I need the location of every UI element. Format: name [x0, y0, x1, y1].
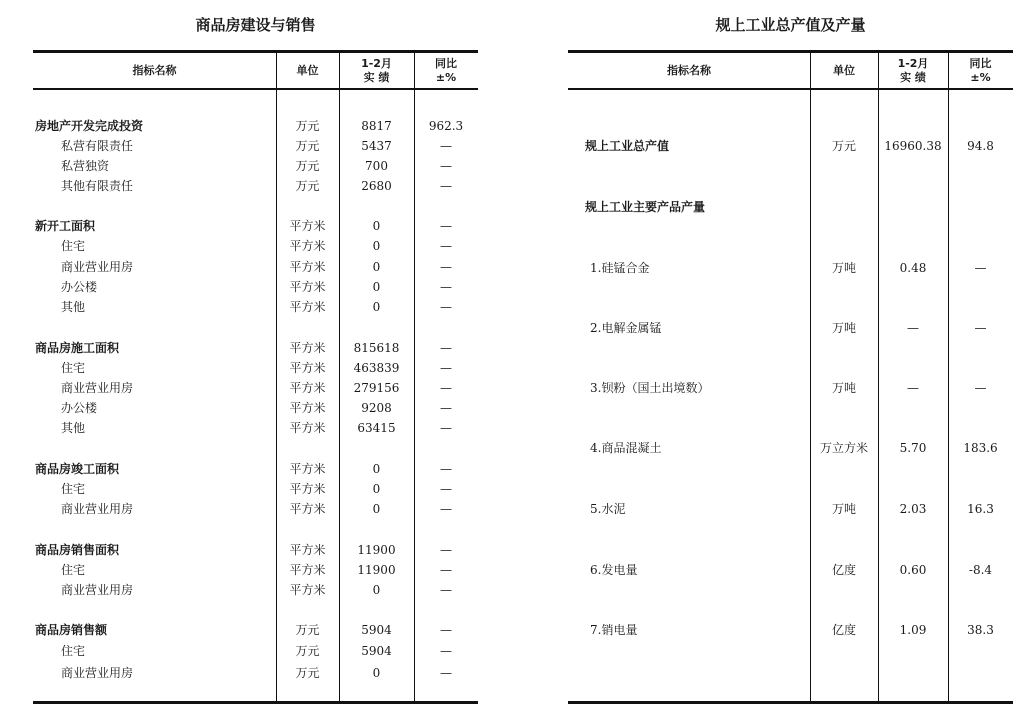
row-value: 0: [372, 462, 381, 476]
row-name: 2.电解金属锰: [590, 321, 662, 335]
row-yoy: —: [440, 401, 452, 415]
row-name: 4.商品混凝土: [590, 441, 662, 455]
header-unit: 单位: [296, 63, 319, 77]
table-row: [33, 236, 478, 256]
row-unit: 万元: [295, 139, 320, 153]
row-yoy: 38.3: [967, 623, 994, 637]
row-unit: 万元: [295, 119, 320, 133]
row-value: 11900: [357, 563, 396, 577]
row-value: 9208: [361, 401, 392, 415]
row-unit: 平方米: [289, 462, 326, 476]
table-row: [33, 459, 478, 479]
row-name: 商品房销售面积: [35, 543, 120, 557]
row-name: 商业营业用房: [61, 583, 134, 597]
table-row: [568, 499, 1013, 519]
row-value: 5904: [361, 623, 392, 637]
row-value: 0: [372, 260, 381, 274]
header-name: 指标名称: [667, 63, 711, 77]
table-row: [33, 216, 478, 236]
row-value: 8817: [361, 119, 392, 133]
row-unit: 亿度: [831, 563, 856, 577]
row-unit: 万元: [295, 666, 320, 680]
row-unit: 平方米: [289, 280, 326, 294]
row-yoy: -8.4: [968, 563, 993, 577]
table-row: [33, 378, 478, 398]
row-yoy: 962.3: [428, 119, 464, 133]
row-unit: 平方米: [289, 401, 326, 415]
row-unit: 万立方米: [819, 441, 868, 455]
row-unit: 平方米: [289, 381, 326, 395]
row-unit: 平方米: [289, 482, 326, 496]
row-name: 房地产开发完成投资: [35, 119, 144, 133]
row-name: 商业营业用房: [61, 502, 134, 516]
row-unit: 万元: [831, 139, 856, 153]
row-unit: 平方米: [289, 239, 326, 253]
row-yoy: 16.3: [967, 502, 994, 516]
row-unit: 平方米: [289, 421, 326, 435]
row-value: —: [907, 321, 919, 335]
row-name: 办公楼: [61, 401, 98, 415]
row-yoy: —: [440, 482, 452, 496]
table-row: [33, 297, 478, 317]
row-unit: 万元: [295, 159, 320, 173]
header-actual: 1-2月 实 绩: [897, 56, 929, 84]
table-row: [568, 620, 1013, 640]
row-value: 2680: [361, 179, 392, 193]
row-value: 0: [372, 300, 381, 314]
row-value: 11900: [357, 543, 396, 557]
row-name: 商业营业用房: [61, 260, 134, 274]
table-row: [568, 378, 1013, 398]
row-yoy: —: [974, 261, 987, 275]
row-yoy: —: [440, 159, 452, 173]
table-row: [33, 136, 478, 156]
table-row: [33, 620, 478, 640]
row-name: 3.钡粉（国土出境数）: [590, 381, 710, 395]
row-name: 住宅: [61, 563, 86, 577]
row-unit: 平方米: [289, 341, 326, 355]
header-rule: [568, 88, 1013, 90]
row-yoy: —: [440, 239, 452, 253]
row-yoy: —: [440, 260, 452, 274]
row-yoy: —: [440, 381, 452, 395]
row-name: 住宅: [61, 361, 86, 375]
row-yoy: —: [440, 644, 452, 658]
row-unit: 平方米: [289, 563, 326, 577]
row-unit: 万吨: [831, 261, 856, 275]
row-yoy: 94.8: [967, 139, 994, 153]
row-value: 5.70: [899, 441, 927, 455]
row-yoy: —: [440, 462, 452, 476]
row-yoy: —: [440, 139, 452, 153]
row-yoy: —: [974, 381, 987, 395]
row-value: 279156: [353, 381, 400, 395]
row-unit: 平方米: [289, 502, 326, 516]
row-name: 住宅: [61, 644, 86, 658]
table-row: [33, 641, 478, 661]
table-title: 规上工业总产值及产量: [715, 16, 866, 34]
row-unit: 万元: [295, 179, 320, 193]
row-unit: 平方米: [289, 543, 326, 557]
row-yoy: —: [440, 341, 452, 355]
row-name: 住宅: [61, 239, 86, 253]
row-yoy: —: [440, 421, 452, 435]
row-value: 0: [372, 280, 381, 294]
row-unit: 万吨: [831, 502, 856, 516]
table-row: [568, 136, 1013, 156]
table-row: [33, 479, 478, 499]
table-row: [33, 418, 478, 438]
row-yoy: —: [440, 623, 452, 637]
table-row: [33, 156, 478, 176]
row-name: 私营独资: [61, 159, 110, 173]
row-value: 0: [372, 502, 381, 516]
bottom-rule: [33, 701, 478, 704]
row-value: 815618: [353, 341, 400, 355]
row-yoy: —: [440, 563, 452, 577]
table-row: [33, 499, 478, 519]
table-row: [33, 338, 478, 358]
table-row: [33, 540, 478, 560]
table-row: [33, 580, 478, 600]
industry-table: [568, 0, 1013, 722]
bottom-rule: [568, 701, 1013, 704]
row-unit: 平方米: [289, 219, 326, 233]
row-yoy: —: [440, 666, 452, 680]
row-value: 700: [365, 159, 388, 173]
row-name: 5.水泥: [590, 502, 626, 516]
row-yoy: —: [440, 361, 452, 375]
row-name: 6.发电量: [590, 563, 638, 577]
row-yoy: 183.6: [963, 441, 998, 455]
row-name: 1.硅锰合金: [590, 261, 650, 275]
table-row: [568, 318, 1013, 338]
table-row: [33, 663, 478, 683]
table-row: [33, 257, 478, 277]
row-name: 新开工面积: [35, 219, 96, 233]
row-unit: 平方米: [289, 361, 326, 375]
row-name: 其他: [61, 300, 86, 314]
row-yoy: —: [440, 502, 452, 516]
row-yoy: —: [440, 583, 452, 597]
table-row: [33, 358, 478, 378]
row-unit: 万元: [295, 623, 320, 637]
table-row: [33, 398, 478, 418]
row-name: 其他有限责任: [61, 179, 134, 193]
table-row: [33, 560, 478, 580]
row-unit: 万吨: [831, 381, 856, 395]
row-yoy: —: [974, 321, 987, 335]
row-value: 5437: [361, 139, 392, 153]
header-name: 指标名称: [132, 63, 177, 77]
row-unit: 平方米: [289, 300, 326, 314]
row-value: 0: [372, 239, 381, 253]
table-title: 商品房建设与销售: [195, 16, 316, 34]
header-yoy: 同比 ±%: [969, 56, 992, 84]
table-row: [568, 438, 1013, 458]
table-row: [568, 560, 1013, 580]
row-value: 5904: [361, 644, 392, 658]
row-name: 其他: [61, 421, 86, 435]
row-name: 商业营业用房: [61, 381, 134, 395]
table-row: [33, 277, 478, 297]
row-name: 住宅: [61, 482, 86, 496]
row-name: 商品房施工面积: [35, 341, 120, 355]
table-row: [33, 176, 478, 196]
row-yoy: —: [440, 219, 452, 233]
row-value: 0: [372, 666, 381, 680]
row-unit: 万元: [295, 644, 320, 658]
row-value: 2.03: [899, 502, 927, 516]
row-value: 463839: [353, 361, 400, 375]
row-name: 商业营业用房: [61, 666, 134, 680]
row-name: 规上工业总产值: [585, 139, 670, 153]
row-value: 0: [372, 482, 381, 496]
row-unit: 亿度: [831, 623, 856, 637]
row-yoy: —: [440, 179, 452, 193]
row-yoy: —: [440, 543, 452, 557]
row-name: 7.销电量: [590, 623, 638, 637]
row-value: —: [907, 381, 919, 395]
header-unit: 单位: [833, 63, 855, 77]
header-yoy: 同比 ±%: [435, 56, 457, 84]
row-yoy: —: [440, 300, 452, 314]
table-row: [568, 258, 1013, 278]
row-unit: 平方米: [289, 583, 326, 597]
table-row: [568, 197, 1013, 217]
row-value: 0.60: [899, 563, 927, 577]
row-value: 63415: [357, 421, 396, 435]
row-name: 规上工业主要产品产量: [585, 200, 706, 214]
header-rule: [33, 88, 478, 90]
header-actual: 1-2月 实 绩: [361, 56, 392, 84]
row-value: 0.48: [899, 261, 927, 275]
table-row: [33, 116, 478, 136]
row-name: 商品房销售额: [35, 623, 108, 637]
row-value: 16960.38: [884, 139, 942, 153]
row-yoy: —: [440, 280, 452, 294]
row-value: 1.09: [899, 623, 927, 637]
row-name: 办公楼: [61, 280, 98, 294]
row-name: 商品房竣工面积: [35, 462, 120, 476]
row-name: 私营有限责任: [61, 139, 134, 153]
real-estate-table: [33, 0, 478, 722]
row-value: 0: [372, 583, 381, 597]
row-unit: 平方米: [289, 260, 326, 274]
row-unit: 万吨: [831, 321, 856, 335]
row-value: 0: [372, 219, 381, 233]
